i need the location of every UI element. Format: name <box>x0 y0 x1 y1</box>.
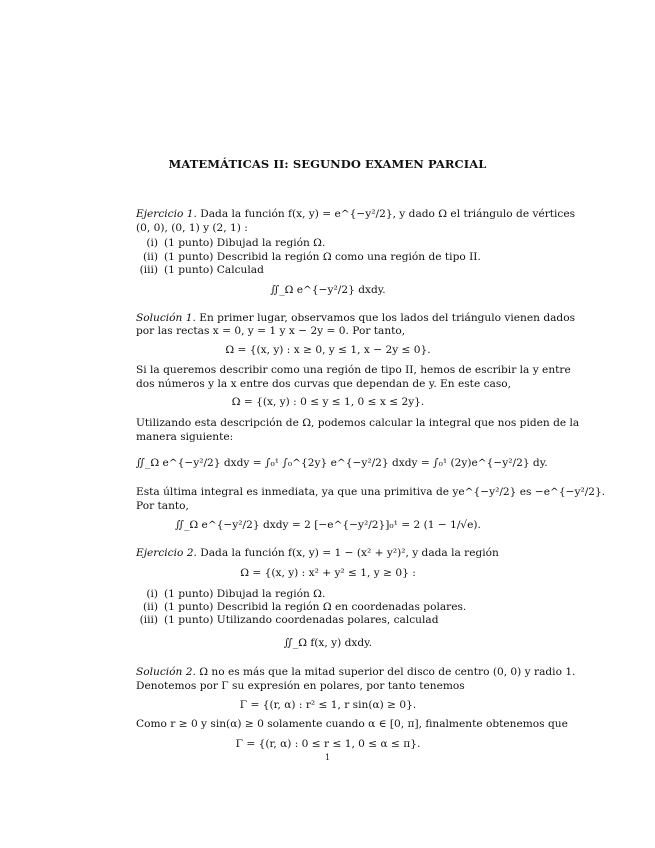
solution-1-paragraph-2a: Si la queremos describir como una región de tipo II, hemos de escribir la y entre <box>136 364 571 376</box>
exercise-2-equation: Ω = {(x, y) : x² + y² ≤ 1, y ≥ 0} : <box>240 567 416 579</box>
exercise-1-statement <box>136 207 576 221</box>
exercise-1-item: (iii) (1 punto) Calculad <box>139 264 264 276</box>
solution-1-paragraph-1a: Solución 1. En primer lugar, observamos que los lados del triángulo vienen dados <box>136 312 576 324</box>
solution-2-paragraph-1b: Denotemos por Γ su expresión en polares, por tanto tenemos <box>136 680 465 692</box>
exercise-2-item: (i) (1 punto) Dibujad la región Ω. <box>146 588 326 600</box>
exercise-1-item: (i) (1 punto) Dibujad la región Ω. <box>146 237 326 249</box>
page-number: 1 <box>324 753 331 762</box>
exercise-2-label: Ejercicio 2. <box>136 547 197 559</box>
solution-2-paragraph-1a: Solución 2. Ω no es más que la mitad superior del disco de centro (0, 0) y radio 1. <box>136 666 576 678</box>
exercise-2-item: (iii) (1 punto) Utilizando coordenadas polares, calculad <box>139 614 439 626</box>
exercise-1-label: Ejercicio 1. <box>136 208 197 220</box>
exercise-1-text-1: Dada la función f(x, y) = e^{−y²/2}, y dado Ω el triángulo de vértices <box>200 208 576 220</box>
solution-2-equation-2: Γ = {(r, α) : 0 ≤ r ≤ 1, 0 ≤ α ≤ π}. <box>235 738 421 750</box>
exercise-2-integral: ∬_Ω f(x, y) dxdy. <box>283 637 373 649</box>
solution-1-paragraph-4a: Esta última integral es inmediata, ya que una primitiva de ye^{−y²/2} es −e^{−y²/2}. <box>136 486 606 498</box>
exercise-1-integral: ∬_Ω e^{−y²/2} dxdy. <box>270 284 386 296</box>
solution-1-equation-4: ∬_Ω e^{−y²/2} dxdy = 2 [−e^{−y²/2}]₀¹ = 2 (1 − 1/√e). <box>175 519 481 531</box>
solution-2-label: Solución 2. <box>136 666 196 678</box>
solution-2-equation-1: Γ = {(r, α) : r² ≤ 1, r sin(α) ≥ 0}. <box>239 699 417 711</box>
solution-2-paragraph-2: Como r ≥ 0 y sin(α) ≥ 0 solamente cuando α ∈ [0, π], finalmente obtenemos que <box>136 718 568 730</box>
solution-1-paragraph-3b: manera siguiente: <box>136 431 234 443</box>
solution-1-paragraph-3a: Utilizando esta descripción de Ω, podemos calcular la integral que nos piden de la <box>136 417 580 429</box>
solution-1-paragraph-4b: Por tanto, <box>136 500 189 512</box>
exercise-1-text-2: (0, 0), (0, 1) y (2, 1) : <box>136 222 248 234</box>
solution-1-equation-2: Ω = {(x, y) : 0 ≤ y ≤ 1, 0 ≤ x ≤ 2y}. <box>231 396 425 408</box>
solution-1-label: Solución 1. <box>136 312 196 324</box>
page-title: MATEMÁTICAS II: SEGUNDO EXAMEN PARCIAL <box>168 157 487 171</box>
exercise-1-item: (ii) (1 punto) Describid la región Ω como una región de tipo II. <box>142 251 481 263</box>
solution-1-equation-3: ∬_Ω e^{−y²/2} dxdy = ∫₀¹ ∫₀^{2y} e^{−y²/2} dxdy = ∫₀¹ (2y)e^{−y²/2} dy. <box>136 457 548 469</box>
solution-1-paragraph-2b: dos números y la x entre dos curvas que dependan de y. En este caso, <box>136 378 512 390</box>
solution-1-paragraph-1b: por las rectas x = 0, y = 1 y x − 2y = 0. Por tanto, <box>136 325 406 337</box>
exercise-2-item: (ii) (1 punto) Describid la región Ω en coordenadas polares. <box>142 601 467 613</box>
exercise-2-statement: Ejercicio 2. Dada la función f(x, y) = 1 − (x² + y²)², y dada la región <box>136 547 499 559</box>
solution-1-equation-1: Ω = {(x, y) : x ≥ 0, y ≤ 1, x − 2y ≤ 0}. <box>225 344 431 356</box>
